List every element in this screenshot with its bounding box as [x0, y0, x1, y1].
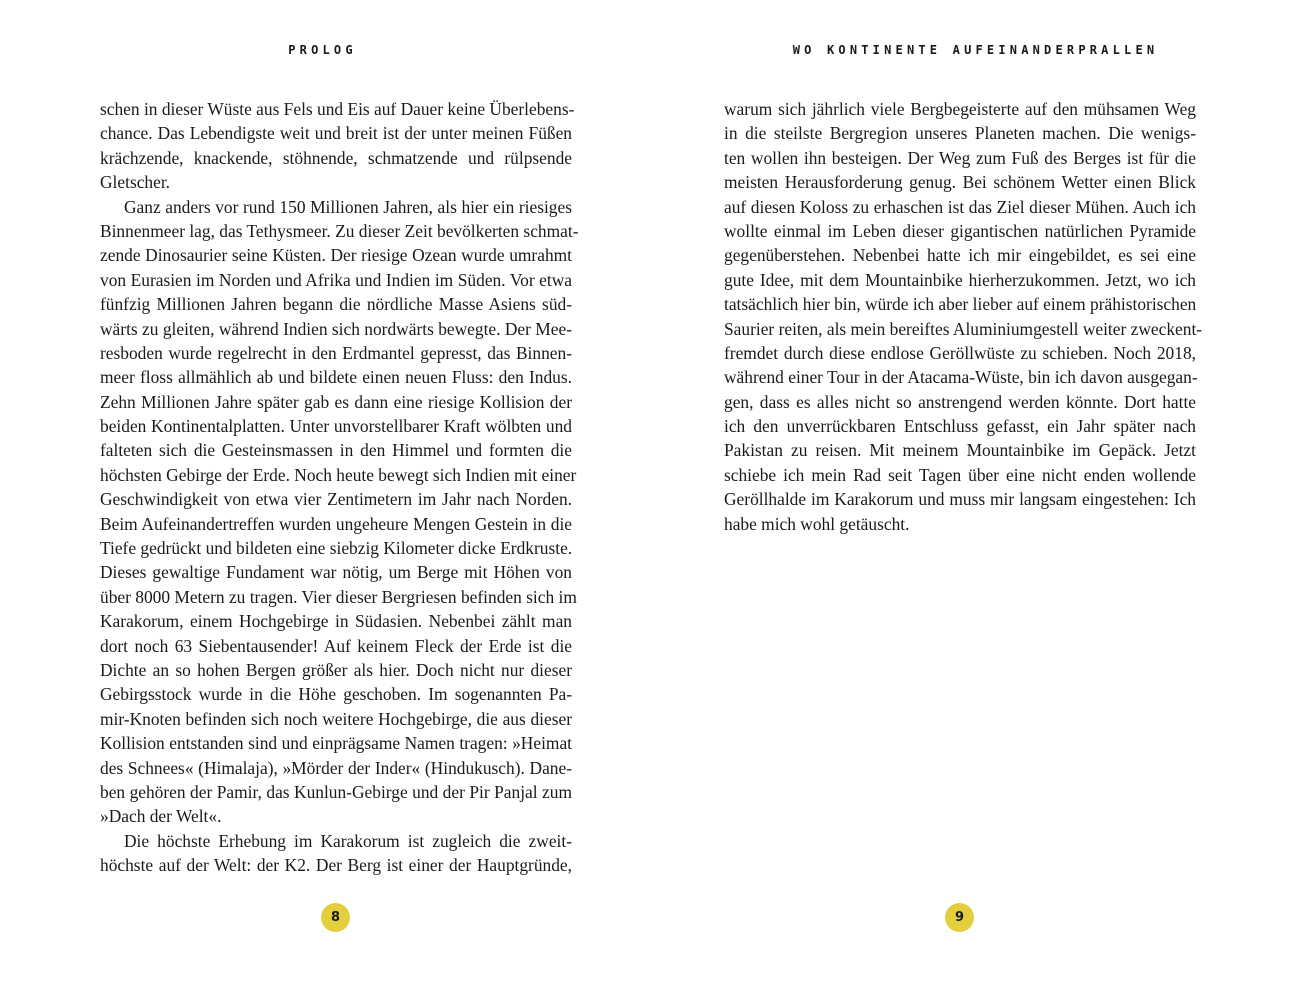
text-line: auf diesen Koloss zu erhaschen ist das Ziel dieser Mühen. Auch ich [724, 196, 1196, 217]
page-number-right: 9 [954, 910, 965, 925]
text-line: »Dach der Welt«. [100, 806, 222, 827]
text-line: über 8000 Metern zu tragen. Vier dieser Bergriesen befinden sich im [100, 586, 577, 607]
text-line: gegenüberstehen. Nebenbei hatte ich mir eingebildet, es sei eine [724, 245, 1196, 266]
page-number-left: 8 [330, 910, 341, 925]
text-line: meisten Herausforderung genug. Bei schönem Wetter einen Blick [724, 172, 1196, 193]
left-page [0, 0, 647, 1000]
text-line: falteten sich die Gesteinsmassen in den Himmel und formten die [100, 440, 572, 461]
text-line: Geschwindigkeit von etwa vier Zentimetern im Jahr nach Norden. [100, 489, 572, 510]
text-line: gen, dass es alles nicht so anstrengend werden könnte. Dort hatte [724, 391, 1196, 412]
text-line: höchste auf der Welt: der K2. Der Berg ist einer der Hauptgründe, [100, 855, 572, 876]
text-line: Pakistan zu reisen. Mit meinem Mountainbike im Gepäck. Jetzt [724, 440, 1196, 461]
text-line: tatsächlich hier bin, würde ich aber lieber auf einem prähistorischen [724, 294, 1197, 315]
text-line: in die steilste Bergregion unseres Planeten machen. Die wenigs- [724, 123, 1196, 144]
body-text-left [100, 97, 579, 878]
text-line: Dichte an so hohen Bergen größer als hier. Doch nicht nur dieser [100, 659, 572, 680]
text-line: ten wollen ihn besteigen. Der Weg zum Fuß des Berges ist für die [724, 147, 1196, 168]
text-line: Saurier reiten, als mein bereiftes Aluminiumgestell weiter zweckent- [724, 318, 1203, 339]
text-line: gute Idee, mit dem Mountainbike hierherzukommen. Jetzt, wo ich [724, 269, 1196, 290]
text-line: resboden wurde regelrecht in den Erdmantel gepresst, das Binnen- [100, 342, 572, 363]
text-line: Dieses gewaltige Fundament war nötig, um Berge mit Höhen von [100, 562, 572, 583]
text-line: Tiefe gedrückt und bildeten eine siebzig Kilometer dicke Erdkruste. [100, 538, 573, 559]
text-line: höchsten Gebirge der Erde. Noch heute bewegt sich Indien mit einer [100, 464, 577, 485]
text-line: warum sich jährlich viele Bergbegeisterte auf den mühsamen Weg [724, 99, 1196, 119]
text-line: Kollision entstanden sind und einprägsame Namen tragen: »Heimat [100, 733, 572, 754]
text-line: Die höchste Erhebung im Karakorum ist zugleich die zweit- [124, 830, 572, 851]
text-line: von Eurasien im Norden und Afrika und Indien im Süden. Vor etwa [100, 269, 572, 290]
text-line: fünfzig Millionen Jahren begann die nördliche Masse Asiens süd- [100, 294, 572, 315]
page-number-badge-right [945, 903, 974, 932]
text-line: Zehn Millionen Jahre später gab es dann eine riesige Kollision der [100, 391, 572, 412]
text-line: krächzende, knackende, stöhnende, schmatzende und rülpsende [100, 147, 572, 168]
text-line: Ganz anders vor rund 150 Millionen Jahren, als hier ein riesiges [124, 196, 572, 217]
text-line: zende Dinosaurier seine Küsten. Der riesige Ozean wurde umrahmt [100, 245, 572, 266]
page-number-badge-left [321, 903, 350, 932]
running-head-left: PROLOG [288, 43, 357, 57]
text-line: dort noch 63 Siebentausender! Auf keinem Fleck der Erde ist die [100, 635, 572, 656]
text-line: chance. Das Lebendigste weit und breit ist der unter meinen Füßen [100, 123, 572, 144]
text-line: Geröllhalde im Karakorum und muss mir langsam eingestehen: Ich [724, 489, 1196, 510]
text-line: schen in dieser Wüste aus Fels und Eis auf Dauer keine Überlebens- [100, 99, 575, 119]
text-line: mir-Knoten befinden sich noch weitere Hochgebirge, die aus dieser [100, 708, 572, 729]
text-line: habe mich wohl getäuscht. [724, 513, 910, 534]
text-line: während einer Tour in der Atacama-Wüste, bin ich davon ausgegan- [724, 367, 1198, 388]
text-line: meer floss allmählich ab und bildete einen neuen Fluss: den Indus. [100, 367, 572, 388]
text-line: beiden Kontinentalplatten. Unter unvorstellbarer Kraft wölbten und [100, 416, 572, 437]
text-line: Gebirgsstock wurde in die Höhe geschoben. Im sogenannten Pa- [100, 684, 572, 705]
text-line: Binnenmeer lag, das Tethysmeer. Zu dieser Zeit bevölkerten schmat- [100, 220, 579, 241]
text-line: wärts zu gleiten, während Indien sich nordwärts bewegte. Der Mee- [100, 318, 572, 339]
body-text-right [724, 97, 1203, 536]
text-line: Karakorum, einem Hochgebirge in Südasien. Nebenbei zählt man [100, 611, 572, 632]
text-line: wollte einmal im Leben dieser gigantischen natürlichen Pyramide [724, 220, 1196, 241]
text-line: ben gehören der Pamir, das Kunlun-Gebirge und der Pir Panjal zum [100, 781, 572, 802]
text-line: ich den unverrückbaren Entschluss gefasst, ein Jahr später nach [724, 416, 1196, 437]
text-line: Gletscher. [100, 172, 171, 193]
right-page [647, 0, 1294, 1000]
text-line: fremdet durch diese endlose Geröllwüste zu schieben. Noch 2018, [724, 342, 1196, 363]
text-line: schiebe ich mein Rad seit Tagen über eine nicht enden wollende [724, 464, 1196, 485]
running-head-right: WO KONTINENTE AUFEINANDERPRALLEN [792, 43, 1159, 57]
text-line: des Schnees« (Himalaja), »Mörder der Inder« (Hindukusch). Dane- [100, 757, 572, 778]
text-line: Beim Aufeinandertreffen wurden ungeheure Mengen Gestein in die [100, 513, 572, 534]
